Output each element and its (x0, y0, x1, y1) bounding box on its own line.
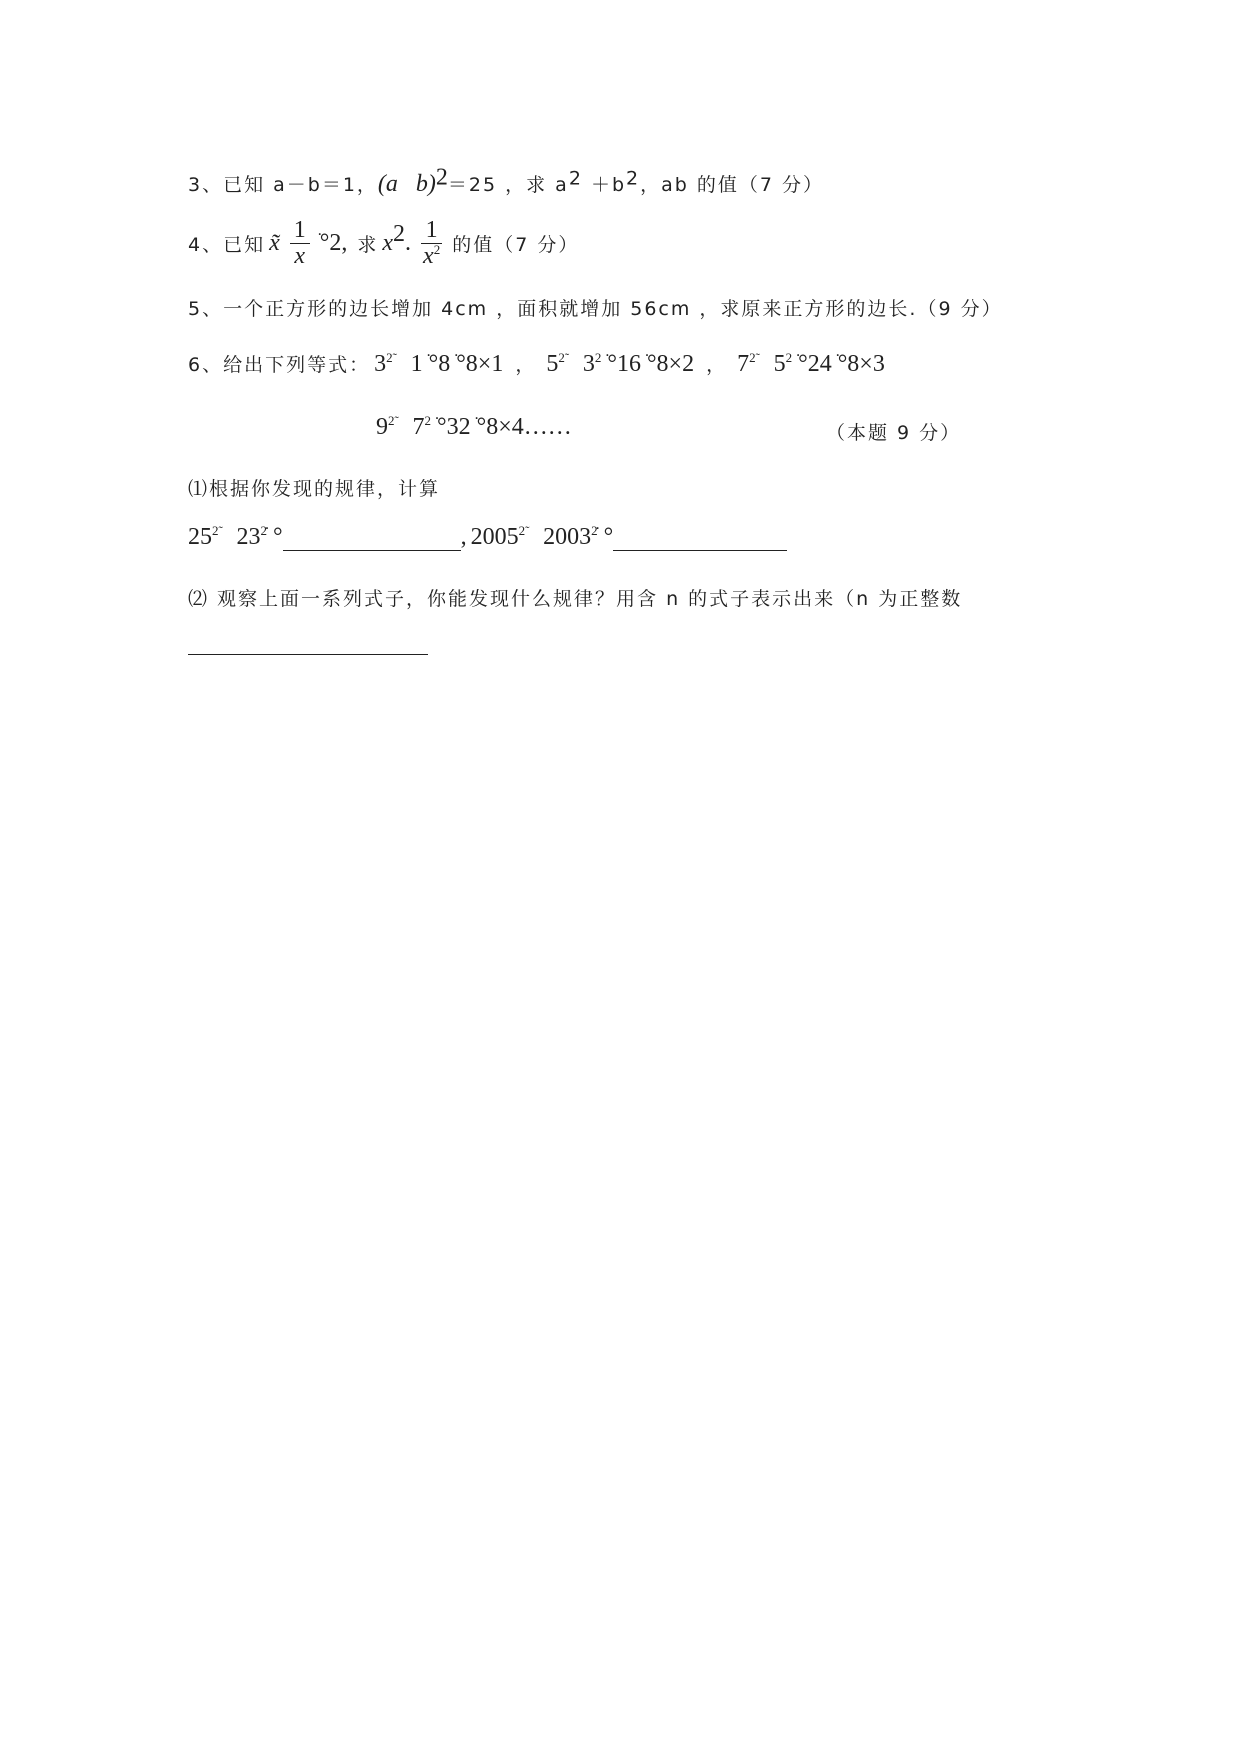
question-4-tail: 的值（7 分） (452, 234, 580, 257)
question-5 (188, 294, 1003, 321)
question-3-square: 2 (435, 164, 448, 191)
question-4-fraction-2-numerator: 1 (421, 218, 442, 244)
question-4-equals: ׂ°2, (319, 230, 348, 257)
equation-separator: ， (515, 354, 537, 376)
question-4-x: x (382, 230, 394, 257)
question-3-equals: ＝25 ，求 a (447, 174, 569, 196)
question-3-square-a: 2 (568, 167, 583, 190)
part-2-heading: ⑵ 观察上面一系列式子，你能发现什么规律？用含 n 的式子表示出来（n 为正整数 (188, 588, 963, 610)
equation-separator: ， (706, 354, 728, 376)
question-4 (188, 218, 579, 269)
question-6-points: （本题 9 分） (826, 422, 962, 444)
question-4-x-square: 2 (393, 221, 406, 248)
equation-3: $7^{2̃}$ $5^2$ ׂ°24 ׂ°8×3 (737, 350, 885, 377)
question-4-label: 4、已知 (188, 234, 266, 257)
question-5-text: 5、一个正方形的边长增加 4cm ，面积就增加 56cm ，求原来正方形的边长.（9 分） (188, 298, 1003, 320)
question-4-fraction-2 (421, 218, 442, 269)
question-6-label: 6、给出下列等式： (188, 354, 371, 376)
part-1-heading: ⑴根据你发现的规律，计算 (188, 478, 441, 500)
question-4-fraction-2-denominator: $x^2$ (423, 242, 441, 270)
part-1-calculation: $25^{2̃}$ $23^2$ ׂ° , $2005^{2̃}$ 2003$^2$ ׂ° (188, 524, 787, 551)
answer-blank-1[interactable] (283, 524, 461, 551)
question-3-plus-b: ＋b (582, 174, 627, 196)
question-4-ask: 求 (357, 234, 379, 257)
question-3-square-b: 2 (626, 167, 641, 190)
question-3 (188, 164, 824, 198)
equation-1: $3^{2̃}$ 1 ׂ°8 ׂ°8×1 (374, 350, 504, 377)
answer-blank-2[interactable] (613, 524, 787, 551)
question-3-label: 3、已知 a－b＝1， (188, 174, 378, 196)
question-3-expression: (a b) (377, 171, 436, 197)
question-3-tail: ，ab 的值（7 分） (640, 174, 824, 196)
question-4-fraction-denominator: x (294, 243, 306, 270)
question-6 (188, 350, 885, 378)
question-4-dot: . (405, 230, 412, 257)
equation-2: $5^{2̃}$ $3^2$ ׂ°16 ׂ°8×2 (546, 350, 695, 377)
question-4-fraction-numerator: 1 (290, 218, 310, 244)
answer-blank-3[interactable] (188, 630, 428, 655)
question-4-fraction (290, 218, 310, 269)
question-4-x-tilde: x̃ (269, 230, 280, 257)
question-6-line-2 (376, 414, 572, 441)
equation-4: $9^{2̃}$ $7^2$ ׂ°32 ׂ°8×4…… (376, 413, 572, 440)
